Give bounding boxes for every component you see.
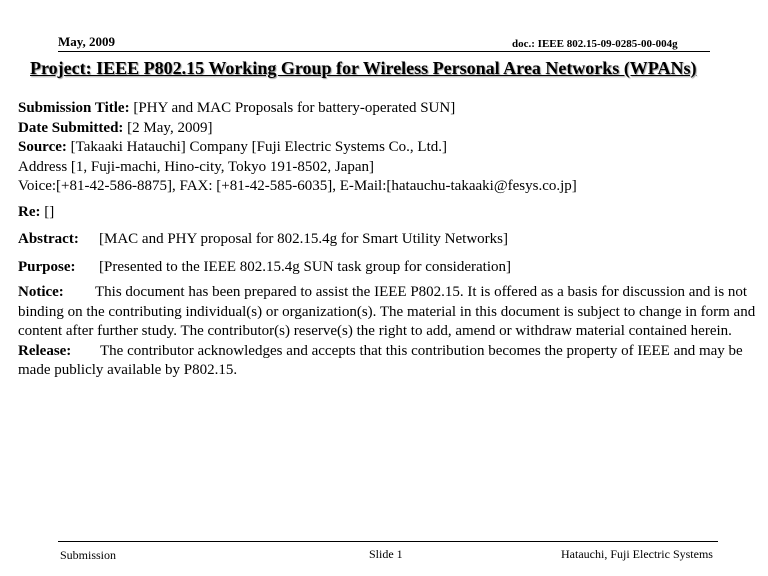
address-row: Address [1, Fuji-machi, Hino-city, Tokyo 191-8502, Japan] bbox=[18, 158, 374, 175]
abstract-row bbox=[18, 230, 760, 250]
release-label: Release: bbox=[18, 342, 72, 359]
date-submitted-label: Date Submitted: bbox=[18, 119, 124, 136]
purpose-value: [Presented to the IEEE 802.15.4g SUN task group for consideration] bbox=[99, 258, 511, 275]
source-value: [Takaaki Hatauchi] Company [Fuji Electric Systems Co., Ltd.] bbox=[66, 139, 448, 155]
submission-title-label: Submission Title: bbox=[18, 100, 130, 116]
project-title: Project: IEEE P802.15 Working Group for Wireless Personal Area Networks (WPANs) bbox=[30, 58, 697, 78]
header-divider bbox=[58, 51, 710, 52]
footer-submission: Submission bbox=[60, 548, 117, 562]
re-label: Re: bbox=[18, 203, 41, 220]
contact-row: Voice:[+81-42-586-8875], FAX: [+81-42-585-6035], E-Mail:[hatauchu-takaaki@fesys.co.jp] bbox=[18, 178, 577, 194]
purpose-label: Purpose: bbox=[18, 258, 76, 275]
footer-slide-number: Slide 1 bbox=[369, 547, 403, 561]
release-value: The contributor acknowledges and accepts that this contribution becomes the property of IEEE and may be made publicly available by P802.15. bbox=[18, 342, 743, 378]
cover-body bbox=[18, 99, 760, 381]
purpose-row bbox=[18, 258, 760, 278]
footer-divider bbox=[58, 541, 718, 542]
date-submitted-row bbox=[18, 119, 760, 139]
re-value: [] bbox=[40, 203, 55, 220]
date-submitted-value: [2 May, 2009] bbox=[123, 119, 213, 136]
source-label: Source: bbox=[18, 139, 67, 155]
abstract-label: Abstract: bbox=[18, 231, 79, 247]
notice-paragraph bbox=[18, 283, 760, 342]
notice-label: Notice: bbox=[18, 284, 64, 300]
submission-title-value: [PHY and MAC Proposals for battery-operated SUN] bbox=[129, 100, 456, 116]
header-date: May, 2009 bbox=[58, 34, 116, 49]
release-paragraph bbox=[18, 342, 760, 381]
re-row bbox=[18, 203, 760, 223]
header-doc-id: doc.: IEEE 802.15-09-0285-00-004g bbox=[512, 38, 678, 50]
source-row bbox=[18, 138, 760, 158]
submission-title-row bbox=[18, 99, 760, 119]
abstract-value: [MAC and PHY proposal for 802.15.4g for Smart Utility Networks] bbox=[99, 231, 508, 247]
notice-value: This document has been prepared to assist the IEEE P802.15. It is offered as a basis for discussion and is not binding on the contributing individual(s) or organization(s). The material in this document is subject to change in form and content after further study. The contributor(s) reserve(s) the right to add, amend or withdraw material contained herein. bbox=[18, 284, 756, 339]
footer-author: Hatauchi, Fuji Electric Systems bbox=[561, 547, 713, 561]
